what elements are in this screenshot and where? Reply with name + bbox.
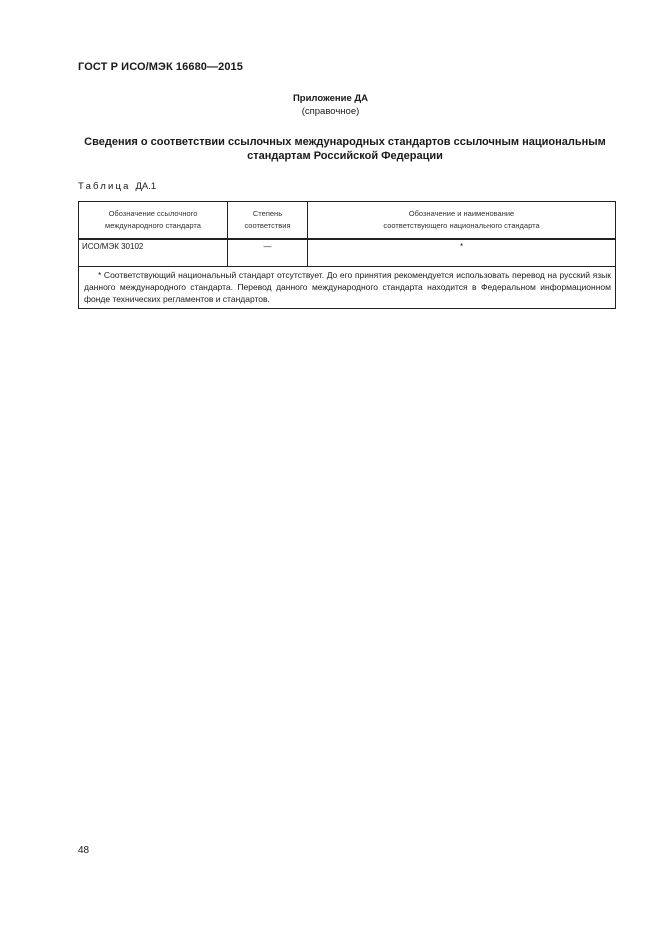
section-heading-line1: Сведения о соответствии ссылочных международных стандартов ссылочным национальным: [84, 136, 606, 148]
appendix-block: [0, 92, 661, 118]
appendix-note: (справочное): [301, 106, 360, 117]
document-code: ГОСТ Р ИСО/МЭК 16680—2015: [78, 61, 243, 73]
table-caption: [78, 181, 156, 192]
table-caption-number: ДА.1: [135, 181, 157, 192]
table-footnote-row: [79, 267, 616, 309]
page-number: 48: [78, 845, 90, 856]
table-footnote: * Соответствующий национальный стандарт отсутствует. До его принятия рекомендуется использовать перевод на русский язык данного международного стандарта. Перевод данного международного стандарта находится в Федеральном информационном фонде технических регламентов и стандартов.: [84, 270, 611, 304]
standards-table: [78, 201, 616, 309]
section-heading-line2: стандартам Российской Федерации: [247, 150, 443, 162]
table-caption-label: Таблица: [78, 181, 131, 192]
header-degree-line1: Степень: [252, 209, 283, 218]
header-designation-line1: Обозначение ссылочного: [108, 209, 198, 218]
section-heading: [60, 135, 630, 163]
table-footnote-cell: [79, 267, 616, 309]
appendix-title: Приложение ДА: [292, 93, 369, 104]
header-cell-national: [308, 202, 616, 240]
header-national-line1: Обозначение и наименование: [408, 209, 515, 218]
header-degree-line2: соответствия: [244, 221, 291, 230]
table-row: [79, 239, 616, 267]
cell-designation: ИСО/МЭК 30102: [79, 239, 228, 267]
table-header-row: [79, 202, 616, 240]
header-cell-degree: [228, 202, 308, 240]
cell-national: *: [308, 239, 616, 267]
header-cell-designation: [79, 202, 228, 240]
header-national-line2: соответствующего национального стандарта: [383, 221, 540, 230]
cell-degree: —: [228, 239, 308, 267]
header-designation-line2: международного стандарта: [105, 221, 201, 230]
